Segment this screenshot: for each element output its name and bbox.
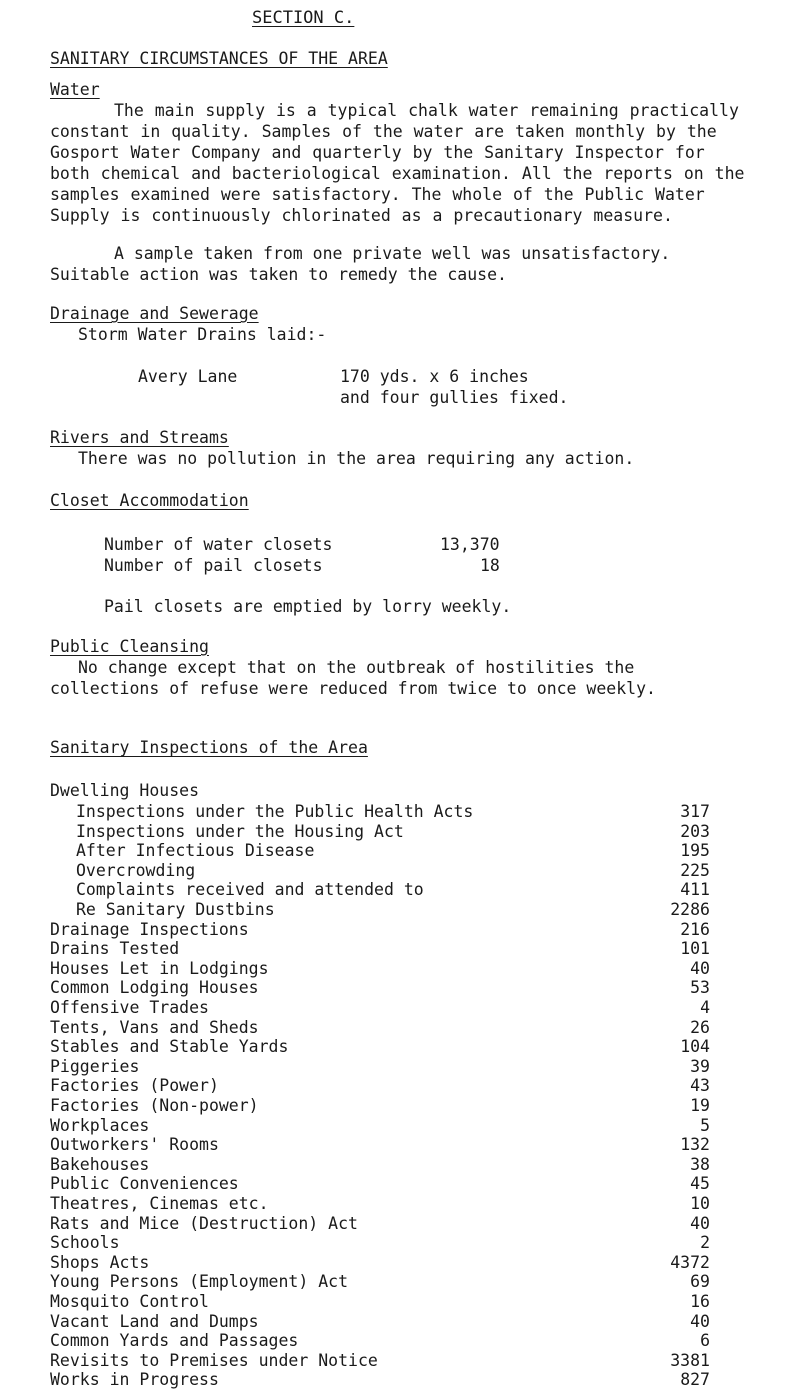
inspection-row <box>0 1232 800 1253</box>
inspection-value: 16 <box>690 1292 710 1311</box>
closet-label: Number of water closets <box>104 535 333 554</box>
dwelling-houses-heading: Dwelling Houses <box>50 781 200 800</box>
closet-row-water <box>0 534 800 555</box>
inspection-label: Shops Acts <box>50 1252 150 1272</box>
inspection-row <box>0 1369 800 1390</box>
inspection-label: Complaints received and attended to <box>76 880 424 900</box>
inspection-label: Workplaces <box>50 1115 150 1135</box>
inspection-row <box>0 1291 800 1312</box>
inspection-label: Tents, Vans and Sheds <box>50 1017 259 1037</box>
inspection-row <box>0 1075 800 1096</box>
inspection-row <box>0 1330 800 1351</box>
inspection-value: 2 <box>700 1233 710 1253</box>
inspection-label: Houses Let in Lodgings <box>50 958 269 978</box>
inspection-label: Mosquito Control <box>50 1292 209 1311</box>
inspection-label: Vacant Land and Dumps <box>50 1311 259 1331</box>
inspection-value: 4 <box>700 998 710 1017</box>
inspection-label: After Infectious Disease <box>76 841 315 861</box>
page-subtitle: SANITARY CIRCUMSTANCES OF THE AREA <box>50 49 388 68</box>
inspection-row <box>0 997 800 1018</box>
inspection-row <box>0 879 800 900</box>
inspection-row <box>0 958 800 979</box>
inspection-value: 317 <box>680 802 710 821</box>
water-paragraph-2: A sample taken from one private well was unsatisfactory. Suitable action was taken to remedy the cause. <box>50 244 671 284</box>
inspection-value: 225 <box>680 860 710 880</box>
inspections-heading: Sanitary Inspections of the Area <box>50 738 368 757</box>
inspection-value: 2286 <box>670 900 710 919</box>
inspection-label: Bakehouses <box>50 1154 150 1174</box>
water-heading: Water <box>50 80 100 99</box>
drainage-gullies: and four gullies fixed. <box>340 388 569 407</box>
inspection-value: 4372 <box>670 1252 710 1272</box>
inspection-row <box>0 1154 800 1175</box>
inspection-label: Inspections under the Housing Act <box>76 821 404 841</box>
inspection-row <box>0 840 800 861</box>
inspection-row <box>0 1350 800 1371</box>
inspection-value: 195 <box>680 841 710 861</box>
inspection-row <box>0 1252 800 1273</box>
inspection-label: Stables and Stable Yards <box>50 1037 289 1057</box>
inspection-value: 40 <box>690 1311 710 1331</box>
closet-heading: Closet Accommodation <box>50 491 249 510</box>
cleansing-text: No change except that on the outbreak of hostilities the collections of refuse were reduced from twice to once weekly. <box>50 658 656 698</box>
section-title: SECTION C. <box>252 8 355 28</box>
inspection-value: 40 <box>690 1213 710 1233</box>
inspection-value: 101 <box>680 939 710 959</box>
inspection-value: 69 <box>690 1272 710 1292</box>
inspection-row <box>0 1095 800 1116</box>
inspection-value: 3381 <box>670 1350 710 1370</box>
drainage-subheading: Storm Water Drains laid:- <box>78 325 327 344</box>
closet-label: Number of pail closets <box>104 556 323 575</box>
inspection-row <box>0 899 800 920</box>
inspection-row <box>0 801 800 822</box>
inspection-row <box>0 919 800 940</box>
inspection-value: 827 <box>680 1370 710 1390</box>
drainage-place: Avery Lane <box>138 367 238 386</box>
inspection-label: Public Conveniences <box>50 1174 239 1194</box>
closet-note: Pail closets are emptied by lorry weekly. <box>104 597 512 616</box>
inspection-row <box>0 1311 800 1332</box>
inspection-value: 216 <box>680 919 710 939</box>
inspection-value: 40 <box>690 958 710 978</box>
inspection-label: Works in Progress <box>50 1370 219 1390</box>
inspection-value: 45 <box>690 1174 710 1194</box>
inspection-label: Common Lodging Houses <box>50 978 259 998</box>
inspection-value: 5 <box>700 1115 710 1135</box>
inspection-value: 132 <box>680 1135 710 1155</box>
inspection-label: Revisits to Premises under Notice <box>50 1350 378 1370</box>
inspection-row <box>0 1213 800 1234</box>
inspection-row <box>0 860 800 881</box>
drainage-detail: 170 yds. x 6 inches <box>340 367 529 386</box>
inspection-row <box>0 1056 800 1077</box>
inspection-label: Theatres, Cinemas etc. <box>50 1194 269 1213</box>
inspection-row <box>0 977 800 998</box>
inspection-value: 411 <box>680 880 710 900</box>
inspection-row <box>0 938 800 959</box>
inspection-row <box>0 1115 800 1136</box>
inspection-value: 43 <box>690 1076 710 1096</box>
inspection-row <box>0 1173 800 1194</box>
inspection-label: Outworkers' Rooms <box>50 1135 219 1155</box>
inspection-label: Factories (Power) <box>50 1076 219 1096</box>
inspection-value: 10 <box>690 1194 710 1213</box>
inspection-label: Schools <box>50 1233 120 1253</box>
inspection-value: 53 <box>690 978 710 998</box>
inspection-label: Factories (Non-power) <box>50 1096 259 1115</box>
inspection-row <box>0 821 800 842</box>
rivers-heading: Rivers and Streams <box>50 428 229 447</box>
inspection-value: 6 <box>700 1331 710 1351</box>
water-paragraph-1: The main supply is a typical chalk water remaining practically constant in quality. Samples of the water are taken monthly by the Gosport Water Company and quarterly by the Sanitary Inspector for both chemical and bacteriological examination. All the reports on the samples examined were satisfactory. The whole of the Public Water Supply is continuously chlorinated as a precautionary measure. <box>50 101 745 225</box>
inspection-label: Offensive Trades <box>50 998 209 1017</box>
inspection-value: 26 <box>690 1017 710 1037</box>
inspection-label: Drains Tested <box>50 939 180 959</box>
inspection-row <box>0 1271 800 1292</box>
inspection-label: Young Persons (Employment) Act <box>50 1272 349 1292</box>
closet-value: 13,370 <box>440 535 500 554</box>
inspection-row <box>0 1036 800 1057</box>
closet-row-pail <box>0 555 800 576</box>
inspection-value: 104 <box>680 1037 710 1057</box>
inspection-value: 39 <box>690 1056 710 1076</box>
inspection-value: 38 <box>690 1154 710 1174</box>
drainage-heading: Drainage and Sewerage <box>50 304 259 323</box>
cleansing-heading: Public Cleansing <box>50 637 209 656</box>
inspection-label: Drainage Inspections <box>50 919 249 939</box>
inspection-value: 19 <box>690 1096 710 1115</box>
inspection-row <box>0 1017 800 1038</box>
inspection-row <box>0 1193 800 1214</box>
inspection-value: 203 <box>680 821 710 841</box>
inspection-row <box>0 1134 800 1155</box>
closet-value: 18 <box>480 556 500 575</box>
inspection-label: Common Yards and Passages <box>50 1331 299 1351</box>
inspection-label: Rats and Mice (Destruction) Act <box>50 1213 358 1233</box>
inspection-label: Re Sanitary Dustbins <box>76 900 275 919</box>
rivers-text: There was no pollution in the area requiring any action. <box>78 449 635 468</box>
inspection-label: Piggeries <box>50 1056 140 1076</box>
inspection-label: Inspections under the Public Health Acts <box>76 802 474 821</box>
inspection-label: Overcrowding <box>76 860 196 880</box>
